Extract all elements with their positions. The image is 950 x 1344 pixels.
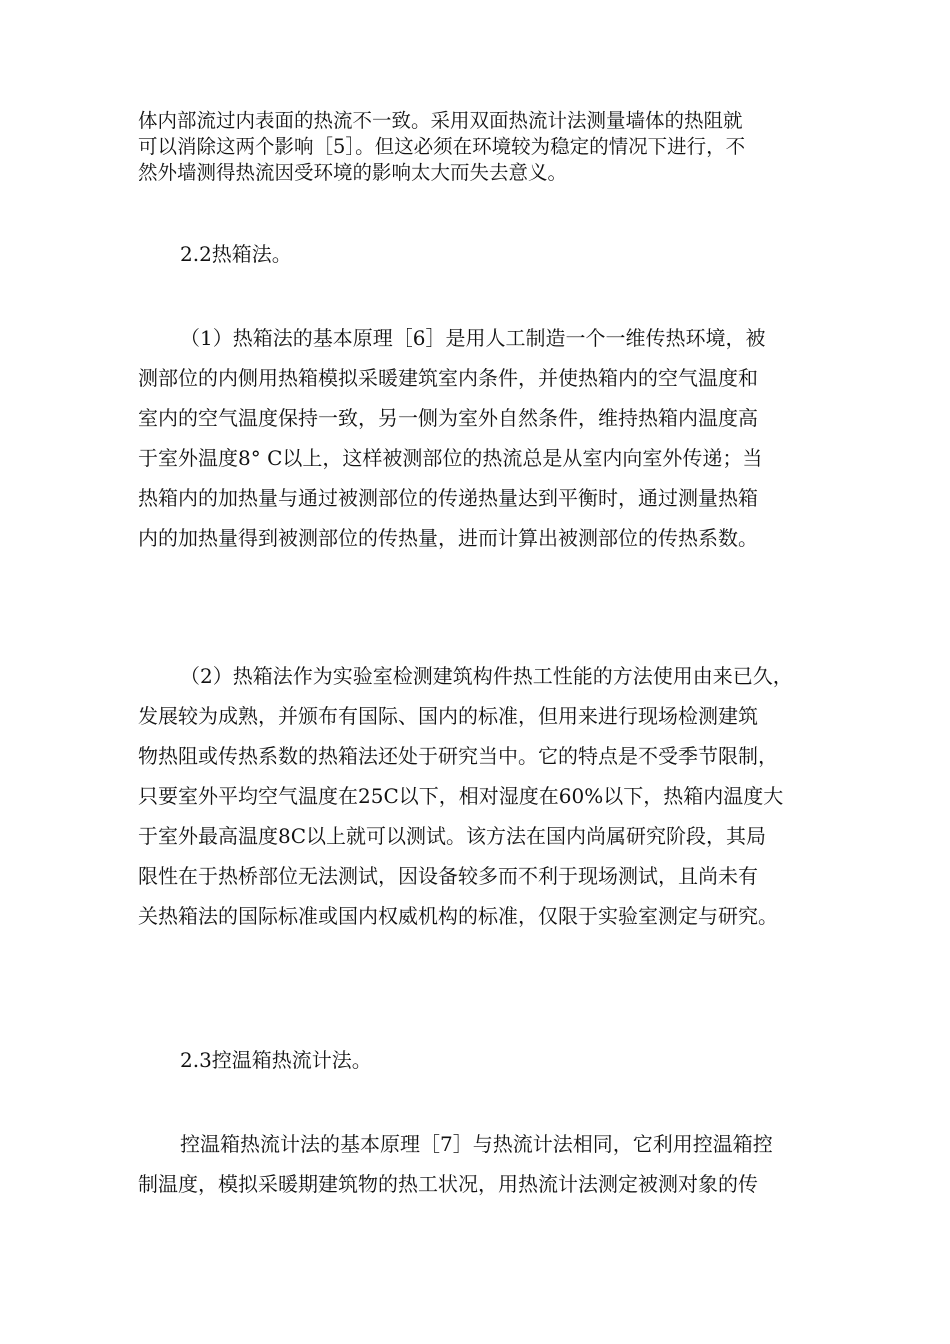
intro-paragraph (138, 108, 828, 186)
text-line: （2）热箱法作为实验室检测建筑构件热工性能的方法使用由来已久， (180, 664, 793, 688)
text-line: 内的加热量得到被测部位的传热量，进而计算出被测部位的传热系数。 (138, 526, 758, 550)
section-heading-2-2: 2.2热箱法。 (180, 242, 292, 266)
text-line: 室内的空气温度保持一致，另一侧为室外自然条件，维持热箱内温度高 (138, 406, 758, 430)
text-line: 限性在于热桥部位无法测试，因设备较多而不利于现场测试，且尚未有 (138, 864, 758, 888)
text-line: 制温度，模拟采暖期建筑物的热工状况，用热流计法测定被测对象的传 (138, 1172, 758, 1196)
paragraph-hotbox-features (138, 656, 828, 936)
text-line: 物热阻或传热系数的热箱法还处于研究当中。它的特点是不受季节限制， (138, 744, 778, 768)
text-line: 热箱内的加热量与通过被测部位的传递热量达到平衡时，通过测量热箱 (138, 486, 758, 510)
section-heading-2-3: 2.3控温箱热流计法。 (180, 1048, 372, 1072)
text-line: 可以消除这两个影响［5］。但这必须在环境较为稳定的情况下进行，不 (138, 135, 746, 158)
text-line: 于室外温度8° C以上，这样被测部位的热流总是从室内向室外传递；当 (138, 446, 763, 470)
text-line: 发展较为成熟，并颁布有国际、国内的标准，但用来进行现场检测建筑 (138, 704, 758, 728)
text-line: （1）热箱法的基本原理［6］是用人工制造一个一维传热环境，被 (180, 326, 766, 350)
paragraph-hotbox-principle (138, 318, 828, 558)
text-line: 体内部流过内表面的热流不一致。采用双面热流计法测量墙体的热阻就 (138, 109, 743, 132)
text-line: 关热箱法的国际标准或国内权威机构的标准，仅限于实验室测定与研究。 (138, 904, 778, 928)
text-line: 测部位的内侧用热箱模拟采暖建筑室内条件，并使热箱内的空气温度和 (138, 366, 758, 390)
text-line: 然外墙测得热流因受环境的影响太大而失去意义。 (138, 161, 568, 184)
text-line: 控温箱热流计法的基本原理［7］与热流计法相同，它利用控温箱控 (180, 1132, 773, 1156)
text-line: 只要室外平均空气温度在25C以下，相对湿度在60%以下，热箱内温度大 (138, 784, 784, 808)
paragraph-controlled-box (138, 1124, 828, 1204)
text-line: 于室外最高温度8C以上就可以测试。该方法在国内尚属研究阶段，其局 (138, 824, 767, 848)
